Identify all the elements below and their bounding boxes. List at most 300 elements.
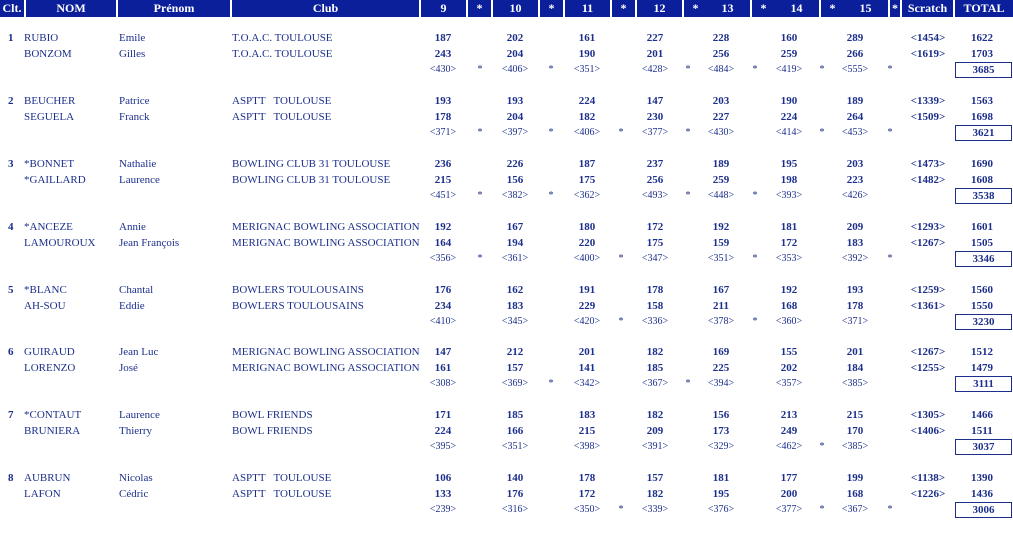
star-marker: *: [887, 127, 893, 138]
star-marker: *: [752, 190, 758, 201]
game-subtotal: <362>: [573, 190, 601, 201]
player-club: BOWL FRIENDS: [232, 425, 313, 437]
header-star: *: [612, 0, 635, 17]
game-subtotal: <391>: [641, 441, 669, 452]
game-score: 147: [646, 95, 664, 107]
game-score: 229: [578, 300, 596, 312]
header-game: 10: [493, 0, 538, 17]
team-rank: 8: [8, 472, 14, 484]
game-score: 161: [434, 362, 452, 374]
game-subtotal: <451>: [429, 190, 457, 201]
game-score: 256: [646, 174, 664, 186]
game-subtotal: <351>: [707, 253, 735, 264]
header-star: *: [684, 0, 707, 17]
player-prenom: Emile: [119, 32, 146, 44]
star-marker: *: [819, 504, 825, 515]
player-scratch: <1267>: [910, 237, 946, 249]
team-rank: 4: [8, 221, 14, 233]
game-score: 157: [506, 362, 524, 374]
game-subtotal: <345>: [501, 316, 529, 327]
game-score: 193: [846, 284, 864, 296]
game-subtotal: <316>: [501, 504, 529, 515]
player-scratch: <1509>: [910, 111, 946, 123]
game-score: 182: [646, 488, 664, 500]
player-total: 1512: [971, 346, 993, 358]
game-score: 164: [434, 237, 452, 249]
game-score: 224: [780, 111, 798, 123]
game-score: 182: [578, 111, 596, 123]
game-score: 225: [712, 362, 730, 374]
header-nom: NOM: [26, 0, 116, 17]
game-subtotal: <555>: [841, 64, 869, 75]
game-score: 147: [434, 346, 452, 358]
game-score: 177: [780, 472, 798, 484]
game-subtotal: <419>: [775, 64, 803, 75]
game-subtotal: <385>: [841, 441, 869, 452]
game-subtotal: <356>: [429, 253, 457, 264]
game-score: 189: [846, 95, 864, 107]
game-score: 227: [646, 32, 664, 44]
game-subtotal: <382>: [501, 190, 529, 201]
star-marker: *: [477, 64, 483, 75]
player-total: 1466: [971, 409, 993, 421]
game-score: 187: [578, 158, 596, 170]
header-prenom: Prénom: [118, 0, 230, 17]
star-marker: *: [819, 127, 825, 138]
game-score: 133: [434, 488, 452, 500]
star-marker: *: [618, 127, 624, 138]
star-marker: *: [477, 127, 483, 138]
star-marker: *: [548, 378, 554, 389]
player-club: BOWLERS TOULOUSAINS: [232, 284, 364, 296]
game-subtotal: <350>: [573, 504, 601, 515]
game-subtotal: <353>: [775, 253, 803, 264]
player-scratch: <1259>: [910, 284, 946, 296]
game-subtotal: <239>: [429, 504, 457, 515]
game-score: 167: [506, 221, 524, 233]
header-star: *: [468, 0, 491, 17]
header-game: 13: [705, 0, 750, 17]
game-subtotal: <410>: [429, 316, 457, 327]
game-score: 178: [578, 472, 596, 484]
game-subtotal: <462>: [775, 441, 803, 452]
team-rank: 1: [8, 32, 14, 44]
game-score: 203: [846, 158, 864, 170]
game-subtotal: <484>: [707, 64, 735, 75]
player-nom: LAMOUROUX: [24, 237, 96, 249]
game-subtotal: <347>: [641, 253, 669, 264]
game-score: 203: [712, 95, 730, 107]
team-total: 3230: [955, 314, 1012, 330]
star-marker: *: [477, 190, 483, 201]
player-prenom: Patrice: [119, 95, 150, 107]
star-marker: *: [887, 64, 893, 75]
game-score: 176: [506, 488, 524, 500]
player-club: BOWLING CLUB 31 TOULOUSE: [232, 158, 391, 170]
game-score: 141: [578, 362, 596, 374]
game-score: 193: [434, 95, 452, 107]
player-scratch: <1255>: [910, 362, 946, 374]
star-marker: *: [752, 64, 758, 75]
team-total: 3346: [955, 251, 1012, 267]
game-score: 194: [506, 237, 524, 249]
player-prenom: Franck: [119, 111, 150, 123]
player-prenom: Eddie: [119, 300, 145, 312]
game-score: 185: [506, 409, 524, 421]
player-club: ASPTT TOULOUSE: [232, 472, 332, 484]
player-total: 1608: [971, 174, 993, 186]
star-marker: *: [477, 253, 483, 264]
player-scratch: <1454>: [910, 32, 946, 44]
game-subtotal: <414>: [775, 127, 803, 138]
header-game: 12: [637, 0, 682, 17]
player-total: 1690: [971, 158, 993, 170]
team-rank: 6: [8, 346, 14, 358]
game-score: 155: [780, 346, 798, 358]
game-subtotal: <308>: [429, 378, 457, 389]
team-total: 3621: [955, 125, 1012, 141]
team-total: 3538: [955, 188, 1012, 204]
game-score: 166: [506, 425, 524, 437]
game-subtotal: <376>: [707, 504, 735, 515]
game-score: 182: [646, 346, 664, 358]
game-score: 204: [506, 111, 524, 123]
game-score: 162: [506, 284, 524, 296]
game-score: 209: [646, 425, 664, 437]
game-score: 175: [578, 174, 596, 186]
game-subtotal: <420>: [573, 316, 601, 327]
star-marker: *: [618, 504, 624, 515]
game-score: 171: [434, 409, 452, 421]
game-score: 181: [780, 221, 798, 233]
game-subtotal: <448>: [707, 190, 735, 201]
game-score: 259: [780, 48, 798, 60]
team-rank: 3: [8, 158, 14, 170]
star-marker: *: [752, 316, 758, 327]
player-nom: RUBIO: [24, 32, 59, 44]
game-subtotal: <360>: [775, 316, 803, 327]
game-score: 187: [434, 32, 452, 44]
game-score: 193: [506, 95, 524, 107]
game-subtotal: <428>: [641, 64, 669, 75]
header-club: Club: [232, 0, 419, 17]
player-scratch: <1361>: [910, 300, 946, 312]
player-prenom: Nicolas: [119, 472, 153, 484]
game-score: 183: [846, 237, 864, 249]
game-subtotal: <367>: [841, 504, 869, 515]
game-score: 182: [646, 409, 664, 421]
player-scratch: <1305>: [910, 409, 946, 421]
game-score: 215: [434, 174, 452, 186]
game-subtotal: <406>: [573, 127, 601, 138]
team-rank: 5: [8, 284, 14, 296]
player-club: MERIGNAC BOWLING ASSOCIATION: [232, 237, 420, 249]
game-score: 200: [780, 488, 798, 500]
player-club: ASPTT TOULOUSE: [232, 488, 332, 500]
game-score: 190: [578, 48, 596, 60]
player-total: 1550: [971, 300, 993, 312]
player-nom: GUIRAUD: [24, 346, 75, 358]
star-marker: *: [819, 64, 825, 75]
game-score: 249: [780, 425, 798, 437]
game-score: 195: [712, 488, 730, 500]
game-score: 236: [434, 158, 452, 170]
player-total: 1703: [971, 48, 993, 60]
game-score: 181: [712, 472, 730, 484]
game-score: 264: [846, 111, 864, 123]
star-marker: *: [752, 253, 758, 264]
game-subtotal: <361>: [501, 253, 529, 264]
game-subtotal: <430>: [429, 64, 457, 75]
game-subtotal: <377>: [775, 504, 803, 515]
player-total: 1436: [971, 488, 993, 500]
game-score: 234: [434, 300, 452, 312]
team-total: 3685: [955, 62, 1012, 78]
game-score: 201: [578, 346, 596, 358]
game-score: 158: [646, 300, 664, 312]
game-score: 192: [712, 221, 730, 233]
star-marker: *: [548, 64, 554, 75]
player-prenom: Thierry: [119, 425, 152, 437]
game-score: 192: [434, 221, 452, 233]
player-club: T.O.A.C. TOULOUSE: [232, 32, 333, 44]
game-subtotal: <339>: [641, 504, 669, 515]
player-nom: LORENZO: [24, 362, 76, 374]
star-marker: *: [618, 316, 624, 327]
player-scratch: <1473>: [910, 158, 946, 170]
player-scratch: <1226>: [910, 488, 946, 500]
player-total: 1622: [971, 32, 993, 44]
game-score: 215: [846, 409, 864, 421]
game-score: 191: [578, 284, 596, 296]
player-nom: AUBRUN: [24, 472, 71, 484]
game-subtotal: <369>: [501, 378, 529, 389]
team-total: 3111: [955, 376, 1012, 392]
game-score: 140: [506, 472, 524, 484]
star-marker: *: [887, 253, 893, 264]
game-score: 172: [780, 237, 798, 249]
game-score: 259: [712, 174, 730, 186]
player-prenom: Annie: [119, 221, 146, 233]
player-prenom: Nathalie: [119, 158, 157, 170]
header-star: *: [752, 0, 775, 17]
game-score: 170: [846, 425, 864, 437]
game-score: 195: [780, 158, 798, 170]
player-prenom: Laurence: [119, 174, 160, 186]
game-score: 223: [846, 174, 864, 186]
game-score: 169: [712, 346, 730, 358]
game-subtotal: <329>: [707, 441, 735, 452]
game-score: 183: [578, 409, 596, 421]
player-total: 1601: [971, 221, 993, 233]
player-scratch: <1406>: [910, 425, 946, 437]
player-nom: BONZOM: [24, 48, 72, 60]
game-score: 156: [712, 409, 730, 421]
game-score: 224: [434, 425, 452, 437]
header-star: *: [892, 1, 898, 15]
game-subtotal: <351>: [501, 441, 529, 452]
game-subtotal: <342>: [573, 378, 601, 389]
player-scratch: <1339>: [910, 95, 946, 107]
player-nom: *CONTAUT: [24, 409, 82, 421]
game-score: 266: [846, 48, 864, 60]
star-marker: *: [887, 504, 893, 515]
star-marker: *: [685, 64, 691, 75]
header-game: 15: [843, 0, 888, 17]
game-score: 178: [434, 111, 452, 123]
game-score: 175: [646, 237, 664, 249]
game-score: 168: [846, 488, 864, 500]
player-scratch: <1619>: [910, 48, 946, 60]
game-subtotal: <336>: [641, 316, 669, 327]
player-total: 1698: [971, 111, 993, 123]
game-score: 159: [712, 237, 730, 249]
game-subtotal: <367>: [641, 378, 669, 389]
player-total: 1505: [971, 237, 993, 249]
game-score: 156: [506, 174, 524, 186]
game-score: 201: [846, 346, 864, 358]
star-marker: *: [548, 127, 554, 138]
star-marker: *: [685, 190, 691, 201]
game-score: 180: [578, 221, 596, 233]
game-score: 243: [434, 48, 452, 60]
game-score: 256: [712, 48, 730, 60]
game-score: 190: [780, 95, 798, 107]
game-score: 201: [646, 48, 664, 60]
player-club: MERIGNAC BOWLING ASSOCIATION: [232, 362, 420, 374]
player-nom: BRUNIERA: [24, 425, 81, 437]
game-score: 167: [712, 284, 730, 296]
game-score: 172: [578, 488, 596, 500]
team-total: 3006: [955, 502, 1012, 518]
player-prenom: Jean François: [119, 237, 180, 249]
player-club: ASPTT TOULOUSE: [232, 95, 332, 107]
game-score: 178: [646, 284, 664, 296]
player-prenom: Chantal: [119, 284, 154, 296]
game-score: 198: [780, 174, 798, 186]
player-prenom: Laurence: [119, 409, 160, 421]
game-score: 228: [712, 32, 730, 44]
game-subtotal: <351>: [573, 64, 601, 75]
game-score: 189: [712, 158, 730, 170]
game-score: 220: [578, 237, 596, 249]
game-subtotal: <398>: [573, 441, 601, 452]
player-total: 1479: [971, 362, 993, 374]
game-subtotal: <357>: [775, 378, 803, 389]
player-total: 1560: [971, 284, 993, 296]
player-club: BOWLERS TOULOUSAINS: [232, 300, 364, 312]
player-nom: *GAILLARD: [24, 174, 86, 186]
star-marker: *: [618, 253, 624, 264]
game-subtotal: <377>: [641, 127, 669, 138]
game-score: 192: [780, 284, 798, 296]
game-subtotal: <371>: [429, 127, 457, 138]
player-nom: *BONNET: [24, 158, 75, 170]
player-scratch: <1138>: [911, 472, 945, 484]
player-scratch: <1482>: [910, 174, 946, 186]
game-score: 184: [846, 362, 864, 374]
header-clt: Clt.: [0, 0, 24, 17]
game-subtotal: <393>: [775, 190, 803, 201]
game-score: 230: [646, 111, 664, 123]
game-subtotal: <430>: [707, 127, 735, 138]
header-scratch: Scratch: [902, 0, 953, 17]
game-score: 202: [780, 362, 798, 374]
game-score: 172: [646, 221, 664, 233]
game-score: 209: [846, 221, 864, 233]
game-subtotal: <371>: [841, 316, 869, 327]
game-subtotal: <426>: [841, 190, 869, 201]
game-score: 183: [506, 300, 524, 312]
game-score: 224: [578, 95, 596, 107]
game-score: 215: [578, 425, 596, 437]
team-rank: 7: [8, 409, 14, 421]
player-prenom: José: [119, 362, 138, 374]
star-marker: *: [819, 441, 825, 452]
game-score: 178: [846, 300, 864, 312]
game-score: 106: [434, 472, 452, 484]
game-subtotal: <394>: [707, 378, 735, 389]
player-club: BOWLING CLUB 31 TOULOUSE: [232, 174, 391, 186]
game-score: 185: [646, 362, 664, 374]
game-score: 226: [506, 158, 524, 170]
game-subtotal: <392>: [841, 253, 869, 264]
player-prenom: Cédric: [119, 488, 149, 500]
player-prenom: Jean Luc: [119, 346, 159, 358]
game-score: 202: [506, 32, 524, 44]
game-score: 176: [434, 284, 452, 296]
game-subtotal: <385>: [841, 378, 869, 389]
game-score: 237: [646, 158, 664, 170]
header-game: 14: [774, 0, 819, 17]
header-game: 11: [565, 0, 610, 17]
player-total: 1390: [971, 472, 993, 484]
game-subtotal: <397>: [501, 127, 529, 138]
game-score: 213: [780, 409, 798, 421]
game-score: 212: [506, 346, 524, 358]
player-total: 1511: [971, 425, 993, 437]
player-nom: SEGUELA: [24, 111, 75, 123]
star-marker: *: [685, 378, 691, 389]
player-club: BOWL FRIENDS: [232, 409, 313, 421]
star-marker: *: [548, 190, 554, 201]
game-score: 173: [712, 425, 730, 437]
game-subtotal: <453>: [841, 127, 869, 138]
game-subtotal: <395>: [429, 441, 457, 452]
player-nom: LAFON: [24, 488, 61, 500]
player-nom: *BLANC: [24, 284, 67, 296]
player-total: 1563: [971, 95, 993, 107]
player-club: T.O.A.C. TOULOUSE: [232, 48, 333, 60]
player-club: MERIGNAC BOWLING ASSOCIATION: [232, 346, 420, 358]
game-score: 161: [578, 32, 596, 44]
team-rank: 2: [8, 95, 14, 107]
player-nom: BEUCHER: [24, 95, 76, 107]
game-score: 199: [846, 472, 864, 484]
game-score: 211: [713, 300, 729, 312]
header-star: *: [821, 0, 844, 17]
star-marker: *: [685, 127, 691, 138]
player-scratch: <1293>: [910, 221, 946, 233]
player-nom: *ANCEZE: [24, 221, 73, 233]
player-prenom: Gilles: [119, 48, 146, 60]
game-score: 204: [506, 48, 524, 60]
player-club: MERIGNAC BOWLING ASSOCIATION: [232, 221, 420, 233]
header-star: *: [540, 0, 563, 17]
game-score: 157: [646, 472, 664, 484]
game-score: 227: [712, 111, 730, 123]
header-total: TOTAL: [955, 0, 1013, 17]
